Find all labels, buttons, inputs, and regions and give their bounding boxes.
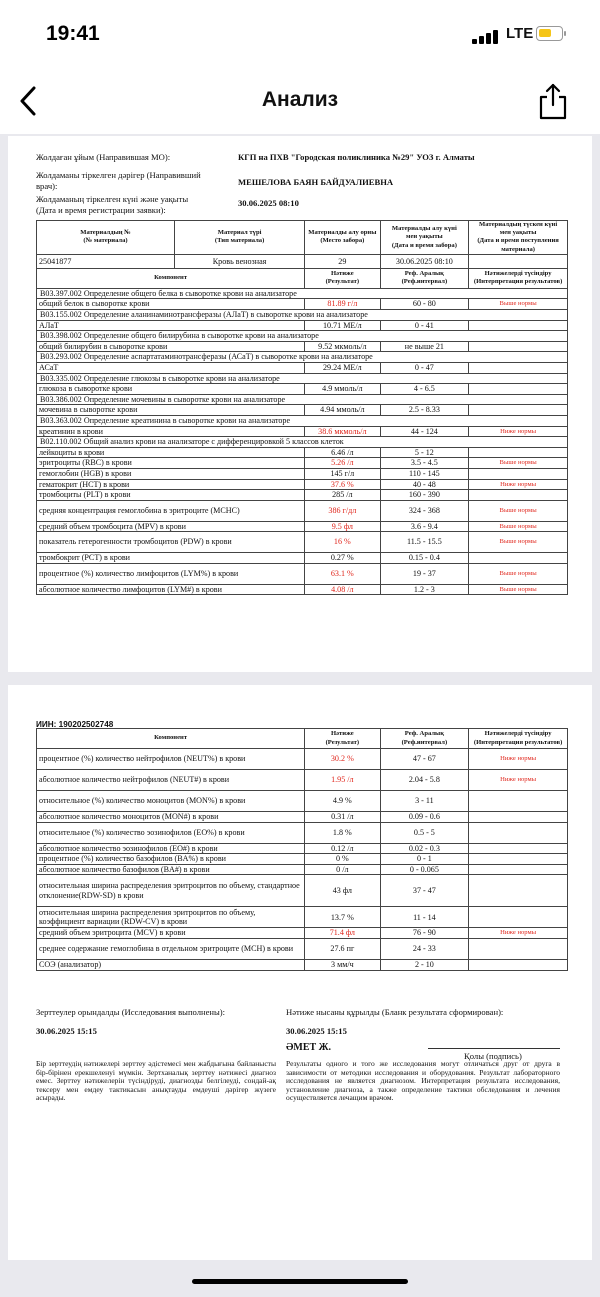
table-row xyxy=(37,341,568,352)
material-type: Кровь венозная xyxy=(175,254,305,268)
result-value: 6.46 /л xyxy=(305,447,380,458)
interpretation xyxy=(469,341,568,352)
results-table-page-1 xyxy=(36,220,568,595)
interpretation: Ниже нормы xyxy=(469,928,568,939)
table-row xyxy=(37,426,568,437)
arrival-date xyxy=(469,254,568,268)
test-group-row xyxy=(37,394,568,405)
component-name: общий билирубин в сыворотке крови xyxy=(37,341,305,352)
result-value: 0.31 /л xyxy=(305,812,380,823)
material-number: 25041877 xyxy=(37,254,175,268)
component-name: абсолютное количество базофилов (BA#) в крови xyxy=(37,864,305,875)
signature-line xyxy=(428,1048,560,1049)
result-value: 386 г/дл xyxy=(305,500,380,521)
result-value: 9.52 мкмоль/л xyxy=(305,341,380,352)
component-name: средний объем эритроцита (MCV) в крови xyxy=(37,928,305,939)
reference-range: 0.09 - 0.6 xyxy=(380,812,469,823)
table-row xyxy=(37,959,568,970)
component-name: абсолютное количество эозинофилов (EO#) в крови xyxy=(37,843,305,854)
component-name: процентное (%) количество нейтрофилов (NEUT%) в крови xyxy=(37,749,305,770)
result-value: 43 фл xyxy=(305,875,380,907)
interpretation xyxy=(469,447,568,458)
done-label: Зерттеулер орындалды (Исследования выполнены): xyxy=(36,1007,226,1017)
result-value: 1.95 /л xyxy=(305,770,380,791)
interpretation: Ниже нормы xyxy=(469,770,568,791)
result-value: 1.8 % xyxy=(305,822,380,843)
reference-range: не выше 21 xyxy=(380,341,469,352)
test-group-title: B03.293.002 Определение аспартатаминотрансферазы (АСаТ) в сыворотке крови на анализаторе xyxy=(37,352,568,363)
test-group-title: B03.335.002 Определение глюкозы в сыворотке крови на анализаторе xyxy=(37,373,568,384)
test-group-row xyxy=(37,373,568,384)
reference-range: 0.02 - 0.3 xyxy=(380,843,469,854)
reference-range: 110 - 145 xyxy=(380,468,469,479)
test-group-title: B03.397.002 Определение общего белка в сыворотке крови на анализаторе xyxy=(37,288,568,299)
component-name: процентное (%) количество базофилов (BA%) в крови xyxy=(37,854,305,865)
reference-range: 76 - 90 xyxy=(380,928,469,939)
reference-range: 0 - 41 xyxy=(380,320,469,331)
interpretation xyxy=(469,864,568,875)
component-name: АСаТ xyxy=(37,362,305,373)
table-row xyxy=(37,749,568,770)
table-row xyxy=(37,938,568,959)
result-value: 27.6 пг xyxy=(305,938,380,959)
formed-date: 30.06.2025 15:15 xyxy=(286,1026,347,1036)
reference-range: 0 - 47 xyxy=(380,362,469,373)
table-row xyxy=(37,521,568,532)
component-name: АЛаТ xyxy=(37,320,305,331)
interpretation xyxy=(469,843,568,854)
component-name: показатель гетерогенности тромбоцитов (PDW) в крови xyxy=(37,532,305,553)
interpretation xyxy=(469,320,568,331)
component-name: мочевина в сыворотке крови xyxy=(37,405,305,416)
header-reference: Реф. Аралық (Реф.интервал) xyxy=(380,729,469,749)
header-component: Компонент xyxy=(37,268,305,288)
interpretation: Ниже нормы xyxy=(469,426,568,437)
signal-icon xyxy=(472,28,504,44)
doctor-label-1: Жолдаманы тіркелген дәрігер (Направивший xyxy=(36,170,201,180)
component-name: общий белок в сыворотке крови xyxy=(37,299,305,310)
interpretation xyxy=(469,938,568,959)
reference-range: 4 - 6.5 xyxy=(380,384,469,395)
interpretation: Выше нормы xyxy=(469,500,568,521)
document-page-1 xyxy=(8,136,592,672)
table-row xyxy=(37,822,568,843)
result-value: 9.5 фл xyxy=(305,521,380,532)
interpretation: Выше нормы xyxy=(469,458,568,469)
header-interpretation: Нәтижелерді түсіндіру (Интерпретация результатов) xyxy=(469,729,568,749)
interpretation xyxy=(469,362,568,373)
org-value: КГП на ПХВ "Городская поликлиника №29" УОЗ г. Алматы xyxy=(238,152,475,162)
disclaimer-kz: Бір зерттеудің нәтижелері зерттеу әдістемесі мен жабдығына байланысты бір-бірінен ерекшеленуі мүмкін. Зертханалық зерттеу нәтижесі диагноз емес. Зерттеу нәтижелерін түсіндіруді, диагнозды белгілеуді, сондай-ақ тексеру мен емдеу тактикасын анықтауды емдеуші дәрігер жүзеге асырады. xyxy=(36,1059,276,1103)
reference-range: 2.5 - 8.33 xyxy=(380,405,469,416)
header-component: Компонент xyxy=(37,729,305,749)
component-name: гемоглобин (HGB) в крови xyxy=(37,468,305,479)
component-name: креатинин в крови xyxy=(37,426,305,437)
battery-icon xyxy=(536,26,563,41)
formed-label: Нәтиже нысаны құрылды (Бланк результата сформирован): xyxy=(286,1007,504,1017)
component-name: средняя концентрация гемоглобина в эритроците (MCHC) xyxy=(37,500,305,521)
collection-date: 30.06.2025 08:10 xyxy=(380,254,469,268)
reference-range: 324 - 368 xyxy=(380,500,469,521)
component-name: абсолютное количество нейтрофилов (NEUT#) в крови xyxy=(37,770,305,791)
result-value: 4.9 ммоль/л xyxy=(305,384,380,395)
table-row xyxy=(37,468,568,479)
test-group-row xyxy=(37,331,568,342)
result-value: 29.24 МЕ/л xyxy=(305,362,380,373)
result-value: 81.89 г/л xyxy=(305,299,380,310)
header-interpretation: Нәтижелерді түсіндіру (Интерпретация результатов) xyxy=(469,268,568,288)
header-arrival-date: Материалдың түскен күні мен уақыты (Дата и время поступления материала) xyxy=(469,221,568,255)
interpretation: Выше нормы xyxy=(469,521,568,532)
result-value: 13.7 % xyxy=(305,907,380,928)
table-row xyxy=(37,479,568,490)
signer-name: ӘМЕТ Ж. xyxy=(286,1042,332,1053)
result-value: 5.26 /л xyxy=(305,458,380,469)
result-value: 30.2 % xyxy=(305,749,380,770)
table-row xyxy=(37,843,568,854)
reference-range: 2 - 10 xyxy=(380,959,469,970)
component-name: глюкоза в сыворотке крови xyxy=(37,384,305,395)
table-row xyxy=(37,812,568,823)
status-bar xyxy=(0,0,600,70)
result-value: 0 % xyxy=(305,854,380,865)
interpretation: Ниже нормы xyxy=(469,479,568,490)
component-name: абсолютное количество моноцитов (MON#) в крови xyxy=(37,812,305,823)
document-page-2 xyxy=(8,685,592,1260)
header-result: Нәтиже (Результат) xyxy=(305,268,380,288)
interpretation: Выше нормы xyxy=(469,584,568,595)
result-value: 145 г/л xyxy=(305,468,380,479)
table-row xyxy=(37,447,568,458)
interpretation xyxy=(469,405,568,416)
result-value: 4.9 % xyxy=(305,791,380,812)
collection-site: 29 xyxy=(305,254,380,268)
test-group-row xyxy=(37,310,568,321)
table-row xyxy=(37,362,568,373)
interpretation xyxy=(469,812,568,823)
interpretation: Выше нормы xyxy=(469,563,568,584)
reference-range: 0 - 1 xyxy=(380,854,469,865)
reference-range: 0.15 - 0.4 xyxy=(380,553,469,564)
table-row xyxy=(37,864,568,875)
reference-range: 24 - 33 xyxy=(380,938,469,959)
interpretation xyxy=(469,490,568,501)
interpretation xyxy=(469,553,568,564)
component-name: СОЭ (анализатор) xyxy=(37,959,305,970)
table-row xyxy=(37,854,568,865)
reference-range: 5 - 12 xyxy=(380,447,469,458)
component-name: лейкоциты в крови xyxy=(37,447,305,458)
result-value: 0 /л xyxy=(305,864,380,875)
result-value: 4.94 ммоль/л xyxy=(305,405,380,416)
test-group-title: B03.155.002 Определение аланинаминотрансферазы (АЛаТ) в сыворотке крови на анализаторе xyxy=(37,310,568,321)
reference-range: 3 - 11 xyxy=(380,791,469,812)
reference-range: 47 - 67 xyxy=(380,749,469,770)
doctor-label-2: врач): xyxy=(36,181,58,191)
result-value: 10.71 МЕ/л xyxy=(305,320,380,331)
page-title: Анализ xyxy=(261,88,339,111)
test-group-title: B03.363.002 Определение креатинина в сыворотке крови на анализаторе xyxy=(37,415,568,426)
table-row xyxy=(37,553,568,564)
result-value: 38.6 мкмоль/л xyxy=(305,426,380,437)
component-name: процентное (%) количество лимфоцитов (LYM%) в крови xyxy=(37,563,305,584)
header-material-type: Материал түрі (Тип материала) xyxy=(175,221,305,255)
test-group-title: B03.398.002 Определение общего билирубина в сыворотке крови на анализаторе xyxy=(37,331,568,342)
component-name: относительная ширина распределения эритроцитов по объему, стандартное отклонение(RDW-SD) в крови xyxy=(37,875,305,907)
disclaimer-ru: Результаты одного и того же исследования могут отличаться друг от друга в зависимости от методики исследования и оборудования. Результат лабораторного исследования не является диагнозом. Интерпретация результата исследования, установление диагноза, а также определение тактики обследования и лечения осуществляется лечащим врачом. xyxy=(286,1059,560,1103)
reference-range: 2.04 - 5.8 xyxy=(380,770,469,791)
component-name: абсолютное количество лимфоцитов (LYM#) в крови xyxy=(37,584,305,595)
table-row xyxy=(37,928,568,939)
table-row xyxy=(37,791,568,812)
header-result: Нәтиже (Результат) xyxy=(305,729,380,749)
table-row xyxy=(37,875,568,907)
reference-range: 3.5 - 4.5 xyxy=(380,458,469,469)
test-group-row xyxy=(37,415,568,426)
material-row xyxy=(37,254,568,268)
component-name: тромбоциты (PLT) в крови xyxy=(37,490,305,501)
table-row xyxy=(37,532,568,553)
reference-range: 11 - 14 xyxy=(380,907,469,928)
component-name: относительная ширина распределения эритроцитов по объему, коэффициент вариации (RDW-CV) в крови xyxy=(37,907,305,928)
interpretation: Выше нормы xyxy=(469,532,568,553)
component-name: гематокрит (HCT) в крови xyxy=(37,479,305,490)
reference-range: 160 - 390 xyxy=(380,490,469,501)
component-name: эритроциты (RBC) в крови xyxy=(37,458,305,469)
reference-range: 44 - 124 xyxy=(380,426,469,437)
reference-range: 3.6 - 9.4 xyxy=(380,521,469,532)
network-label: LTE xyxy=(506,25,534,42)
result-value: 0.12 /л xyxy=(305,843,380,854)
org-label: Жолдаған ұйым (Направившая МО): xyxy=(36,152,171,162)
table-row xyxy=(37,490,568,501)
interpretation xyxy=(469,959,568,970)
nav-bar xyxy=(0,70,600,134)
table-row xyxy=(37,299,568,310)
interpretation xyxy=(469,907,568,928)
date-label-2: (Дата и время регистрации заявки): xyxy=(36,205,166,215)
interpretation xyxy=(469,468,568,479)
interpretation: Выше нормы xyxy=(469,299,568,310)
test-group-row xyxy=(37,437,568,448)
table-row xyxy=(37,770,568,791)
result-value: 71.4 фл xyxy=(305,928,380,939)
interpretation xyxy=(469,854,568,865)
results-header-row xyxy=(37,268,568,288)
header-material-number: Материалдың № (№ материала) xyxy=(37,221,175,255)
result-value: 285 /л xyxy=(305,490,380,501)
table-row xyxy=(37,907,568,928)
reference-range: 0 - 0.065 xyxy=(380,864,469,875)
table-row xyxy=(37,584,568,595)
result-value: 63.1 % xyxy=(305,563,380,584)
component-name: относительное (%) количество моноцитов (MON%) в крови xyxy=(37,791,305,812)
result-value: 4.08 /л xyxy=(305,584,380,595)
reference-range: 0.5 - 5 xyxy=(380,822,469,843)
result-value: 37.6 % xyxy=(305,479,380,490)
date-label-1: Жолдаманың тіркелген күні және уақыты xyxy=(36,194,189,204)
results-table-page-2 xyxy=(36,728,568,971)
interpretation xyxy=(469,384,568,395)
patient-name: МЕШЕЛОВА БАЯН БАЙДУАЛИЕВНА xyxy=(238,177,394,187)
table-row xyxy=(37,320,568,331)
status-time: 19:41 xyxy=(46,22,100,45)
material-header-row xyxy=(37,221,568,255)
table-row xyxy=(37,458,568,469)
test-group-title: B03.386.002 Определение мочевины в сыворотке крови на анализаторе xyxy=(37,394,568,405)
result-value: 16 % xyxy=(305,532,380,553)
signature-label: Қолы (подпись) xyxy=(464,1051,522,1061)
reference-range: 11.5 - 15.5 xyxy=(380,532,469,553)
interpretation xyxy=(469,875,568,907)
table-row xyxy=(37,500,568,521)
iin-number: ИИН: 190202502748 xyxy=(36,720,114,729)
component-name: средний объем тромбоцита (MPV) в крови xyxy=(37,521,305,532)
header-reference: Реф. Аралық (Реф.интервал) xyxy=(380,268,469,288)
interpretation xyxy=(469,822,568,843)
table-row xyxy=(37,563,568,584)
component-name: относительное (%) количество эозинофилов (EO%) в крови xyxy=(37,822,305,843)
interpretation: Ниже нормы xyxy=(469,749,568,770)
table-row xyxy=(37,405,568,416)
component-name: среднее содержание гемоглобина в отдельном эритроците (MCH) в крови xyxy=(37,938,305,959)
home-indicator[interactable] xyxy=(192,1279,408,1284)
result-value: 0.27 % xyxy=(305,553,380,564)
results-header-row xyxy=(37,729,568,749)
interpretation xyxy=(469,791,568,812)
result-value: 3 мм/ч xyxy=(305,959,380,970)
reference-range: 37 - 47 xyxy=(380,875,469,907)
reference-range: 19 - 37 xyxy=(380,563,469,584)
reference-range: 60 - 80 xyxy=(380,299,469,310)
reference-range: 1.2 - 3 xyxy=(380,584,469,595)
test-group-title: B02.110.002 Общий анализ крови на анализаторе с дифференцировкой 5 классов клеток xyxy=(37,437,568,448)
component-name: тромбокрит (PCT) в крови xyxy=(37,553,305,564)
registration-date: 30.06.2025 08:10 xyxy=(238,198,299,208)
header-collection-site: Материалды алу орны (Место забора) xyxy=(305,221,380,255)
test-group-row xyxy=(37,352,568,363)
share-icon[interactable] xyxy=(536,81,570,121)
test-group-row xyxy=(37,288,568,299)
header-collection-date: Материалды алу күні мен уақыты (Дата и время забора) xyxy=(380,221,469,255)
table-row xyxy=(37,384,568,395)
done-date: 30.06.2025 15:15 xyxy=(36,1026,97,1036)
reference-range: 40 - 48 xyxy=(380,479,469,490)
